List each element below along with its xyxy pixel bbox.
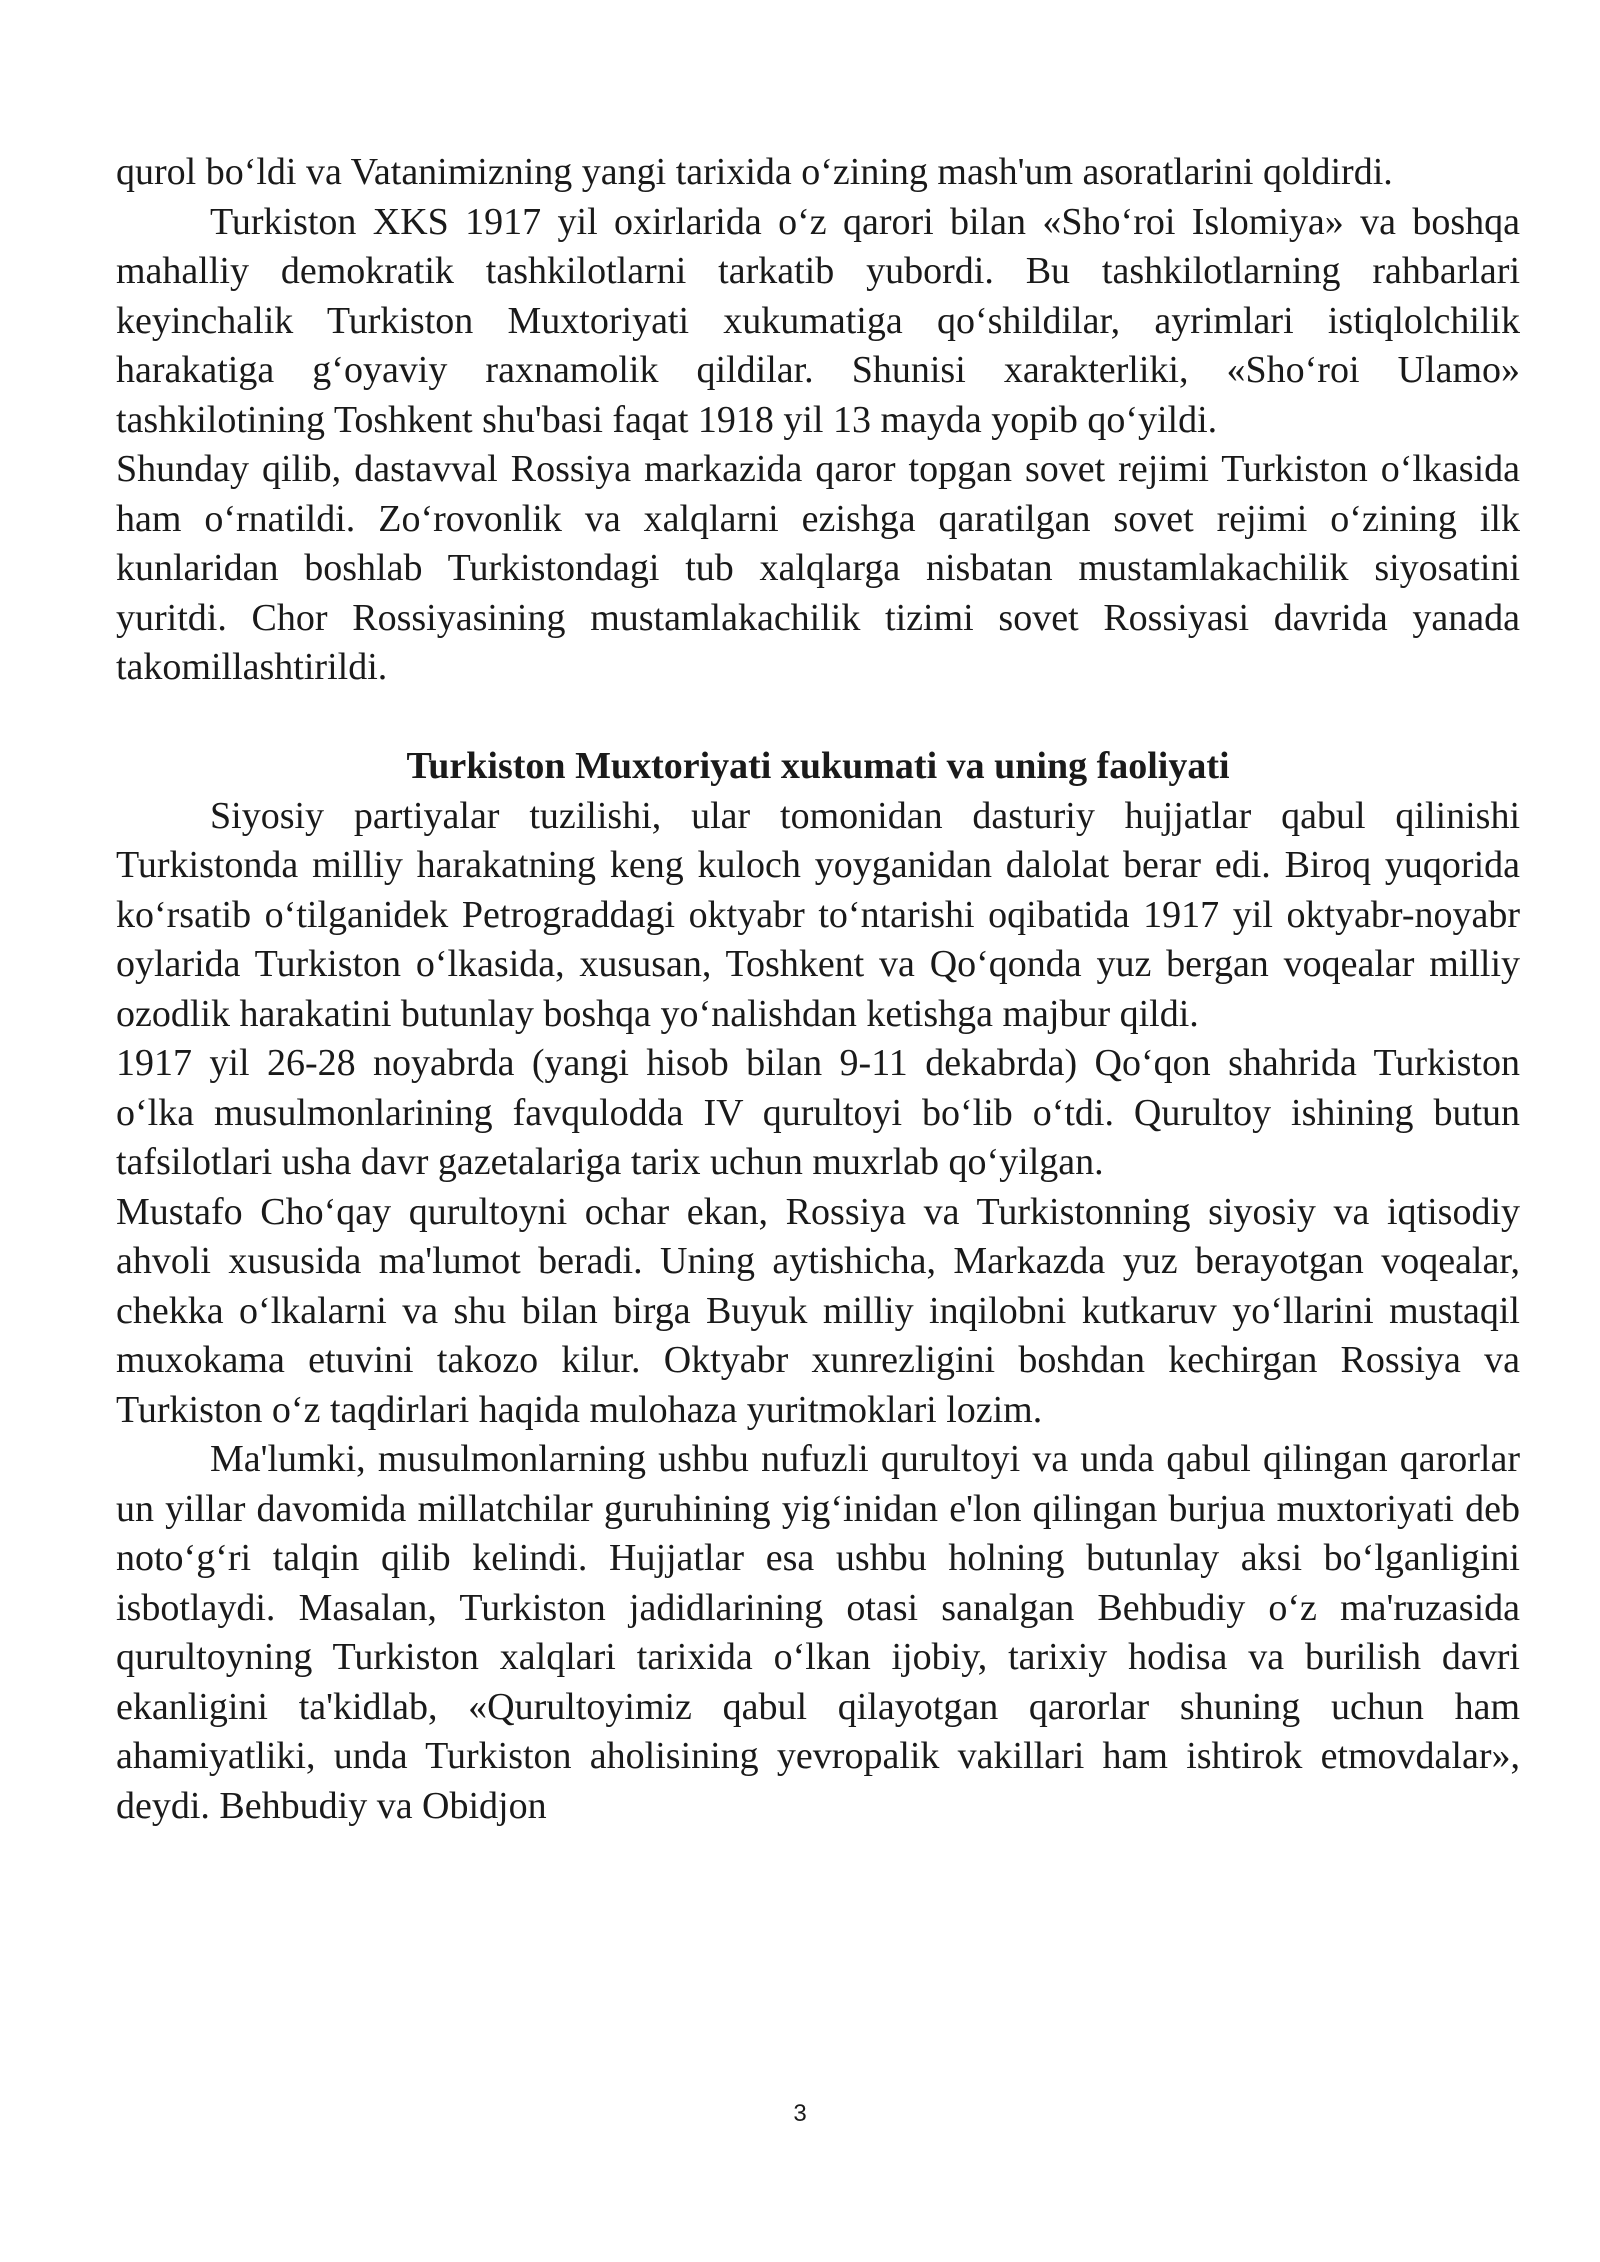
paragraph: Siyosiy partiyalar tuzilishi, ular tomonidan dasturiy hujjatlar qabul qilinishi Turkistonda milliy harakatning keng kuloch yoyganidan dalolat berar edi. Biroq yuqorida ko‘rsatib o‘tilganidek Petrograddagi oktyabr to‘ntarishi oqibatida 1917 yil oktyabr-noyabr oylarida Turkiston o‘lkasida, xususan, Toshkent va Qo‘qonda yuz bergan voqealar milliy ozodlik harakatini butunlay boshqa yo‘nalishdan ketishga majbur qildi. bbox=[116, 794, 1520, 1035]
paragraph: Shunday qilib, dastavval Rossiya markazida qaror topgan sovet rejimi Turkiston o‘lkasida ham o‘rnatildi. Zo‘rovonlik va xalqlarni ezishga qaratilgan sovet rejimi o‘zining ilk kunlaridan boshlab Turkistondagi tub xalqlarga nisbatan mustamlakachilik siyosatini yuritdi. Chor Rossiyasining mustamlakachilik tizimi sovet Rossiyasi davrida yanada takomillashtirildi. bbox=[116, 448, 1520, 688]
paragraph: 1917 yil 26-28 noyabrda (yangi hisob bilan 9-11 dekabrda) Qo‘qon shahrida Turkiston o‘lka musulmonlarining favqulodda IV qurultoyi bo‘lib o‘tdi. Qurultoy ishining butun tafsilotlari usha davr gazetalariga tarix uchun muxrlab qo‘yilgan. bbox=[116, 1042, 1520, 1183]
paragraph: qurol bo‘ldi va Vatanimizning yangi tarixida o‘zining mash'um asoratlarini qoldirdi. bbox=[116, 151, 1393, 193]
section-heading: Turkiston Muxtoriyati xukumati va uning faoliyati bbox=[406, 745, 1230, 787]
page-body bbox=[116, 148, 1520, 1831]
paragraph: Turkiston XKS 1917 yil oxirlarida o‘z qarori bilan «Sho‘roi Islomiya» va boshqa mahalliy demokratik tashkilotlarni tarkatib yubordi. Bu tashkilotlarning rahbarlari keyinchalik Turkiston Muxtoriyati xukumatiga qo‘shildilar, ayrimlari istiqlolchilik harakatiga g‘oyaviy raxnamolik qildilar. Shunisi xarakterliki, «Sho‘roi Ulamo» tashkilotining Toshkent shu'basi faqat 1918 yil 13 mayda yopib qo‘yildi. bbox=[116, 200, 1520, 441]
paragraph: Ma'lumki, musulmonlarning ushbu nufuzli qurultoyi va unda qabul qilingan qarorlar un yillar davomida millatchilar guruhining yig‘inidan e'lon qilingan burjua muxtoriyati deb noto‘g‘ri talqin qilib kelindi. Hujjatlar esa ushbu holning butunlay aksi bo‘lganligini isbotlaydi. Masalan, Turkiston jadidlarining otasi sanalgan Behbudiy o‘z ma'ruzasida qurultoyning Turkiston xalqlari tarixida o‘lkan ijobiy, tarixiy hodisa va burilish davri ekanligini ta'kidlab, «Qurultoyimiz qabul qilayotgan qarorlar shuning uchun ham ahamiyatliki, unda Turkiston aholisining yevropalik vakillari ham ishtirok etmovdalar», deydi. Behbudiy va Obidjon bbox=[116, 1438, 1520, 1827]
paragraph: Mustafo Cho‘qay qurultoyni ochar ekan, Rossiya va Turkistonning siyosiy va iqtisodiy ahvoli xususida ma'lumot beradi. Uning aytishicha, Markazda yuz berayotgan voqealar, chekka o‘lkalarni va shu bilan birga Buyuk milliy inqilobni kutkaruv yo‘llarini mustaqil muxokama etuvini takozo kilur. Oktyabr xunrezligini boshdan kechirgan Rossiya va Turkiston o‘z taqdirlari haqida mulohaza yuritmoklari lozim. bbox=[116, 1190, 1520, 1431]
page-number: 3 bbox=[793, 2100, 807, 2127]
